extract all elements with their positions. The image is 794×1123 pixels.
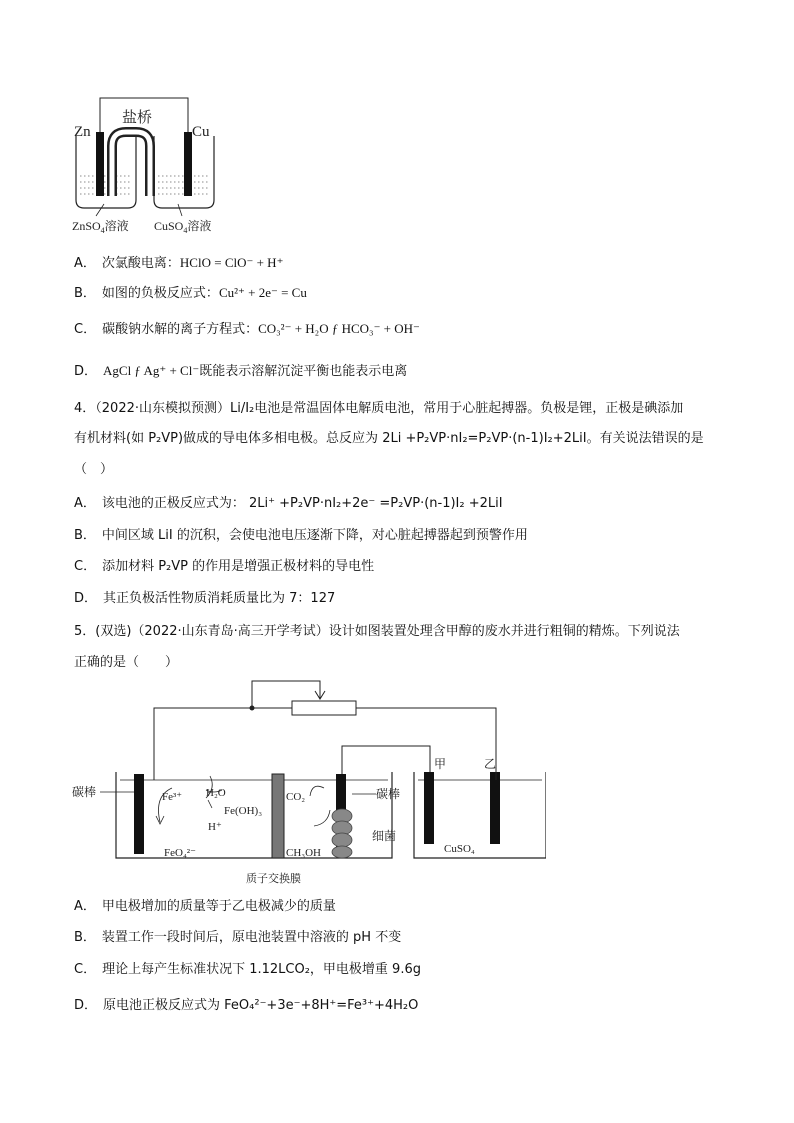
yi-label: 乙 [484,757,497,771]
q4-stem-line3: （ ） [74,462,114,477]
carbon-rod-left-label: 碳棒 [72,785,97,799]
q3-option-c: C． 碳酸钠水解的离子方程式：CO₃²⁻ + H₂O ƒ HCO₃⁻ + OH⁻ [74,321,420,337]
q5-option-b: B． 装置工作一段时间后，原电池装置中溶液的 pH 不变 [74,930,402,945]
q4-stem-line2: 有机材料(如 P₂VP)做成的导电体多相电极。总反应为 2Li +P₂VP·nI₂=P₂VP·(n-1)I₂+2LiI。有关说法错误的是 [74,431,704,446]
q5-option-a: A． 甲电极增加的质量等于乙电极减少的质量 [74,899,336,914]
h2o-label: H₂O [206,787,226,799]
bacteria-cluster [332,809,352,858]
q3-option-b: B． 如图的负极反应式：Cu²⁺ + 2e⁻ = Cu [74,285,307,301]
cu-label: Cu [192,124,210,140]
galvanic-cell-figure [66,92,236,242]
salt-bridge-label: 盐桥 [122,110,153,126]
cu-solution-label: CuSO [154,219,184,233]
feoh3-label: Fe(OH)₃ [224,805,263,817]
co2-label: CO₂ [286,791,306,803]
q5-option-d: D． 原电池正极反应式为 FeO₄²⁻+3e⁻+8H⁺=Fe³⁺+4H₂O [74,998,419,1013]
jia-electrode [424,772,434,844]
yi-electrode [490,772,500,844]
proton-exchange-membrane [272,774,284,858]
bacteria-label: 细菌 [372,829,397,843]
q5-option-c: C． 理论上每产生标准状况下 1.12LCO₂，甲电极增重 9.6g [74,962,421,977]
feo4-label: FeO₄²⁻ [164,847,196,859]
jia-label: 甲 [434,757,447,771]
q5-stem-line1: 5．(双选)（2022·山东青岛·高三开学考试）设计如图装置处理含甲醇的废水并进行粗铜的精炼。下列说法 [74,624,680,639]
rheostat [292,701,356,715]
hplus-label: H⁺ [208,821,222,833]
ch3oh-label: CH₃OH [286,847,322,859]
svg-text:CuSO4溶液: CuSO$_4$溶液 [154,219,212,235]
cu-electrode [184,132,192,196]
q5-stem-line2: 正确的是（ ） [74,655,179,670]
q4-option-b: B． 中间区域 LiI 的沉积，会使电池电压逐渐下降，对心脏起搏器起到预警作用 [74,528,528,543]
q4-option-c: C． 添加材料 P₂VP 的作用是增强正极材料的导电性 [74,559,375,574]
carbon-rod-right-label: 碳棒 [376,787,401,801]
svg-text:ZnSO4溶液: ZnSO$_4$溶液 [72,219,129,235]
membrane-label: 质子交换膜 [246,873,301,885]
q4-stem-line1: 4．（2022·山东模拟预测）Li/I₂电池是常温固体电解质电池，常用于心脏起搏器。负极是锂，正极是碘添加 [74,401,684,416]
zn-label: Zn [74,124,91,140]
left-carbon-rod [134,774,144,854]
zn-electrode [96,132,104,196]
q3-option-a: A． 次氯酸电离：HClO = ClO⁻ + H⁺ [74,255,284,271]
zn-solution-label: ZnSO [72,219,101,233]
q3-option-d: D． AgCl ƒ Ag⁺ + Cl⁻既能表示溶解沉淀平衡也能表示电离 [74,363,408,379]
fe3-label: Fe³⁺ [162,791,183,803]
q4-option-a: A． 该电池的正极反应式为： 2Li⁺ +P₂VP·nI₂+2e⁻ =P₂VP·(n-1)I₂ +2LiI [74,496,503,511]
cuso4-label: CuSO₄ [444,843,475,855]
q4-option-d: D． 其正负极活性物质消耗质量比为 7：127 [74,591,336,606]
electrolysis-figure [66,676,546,890]
